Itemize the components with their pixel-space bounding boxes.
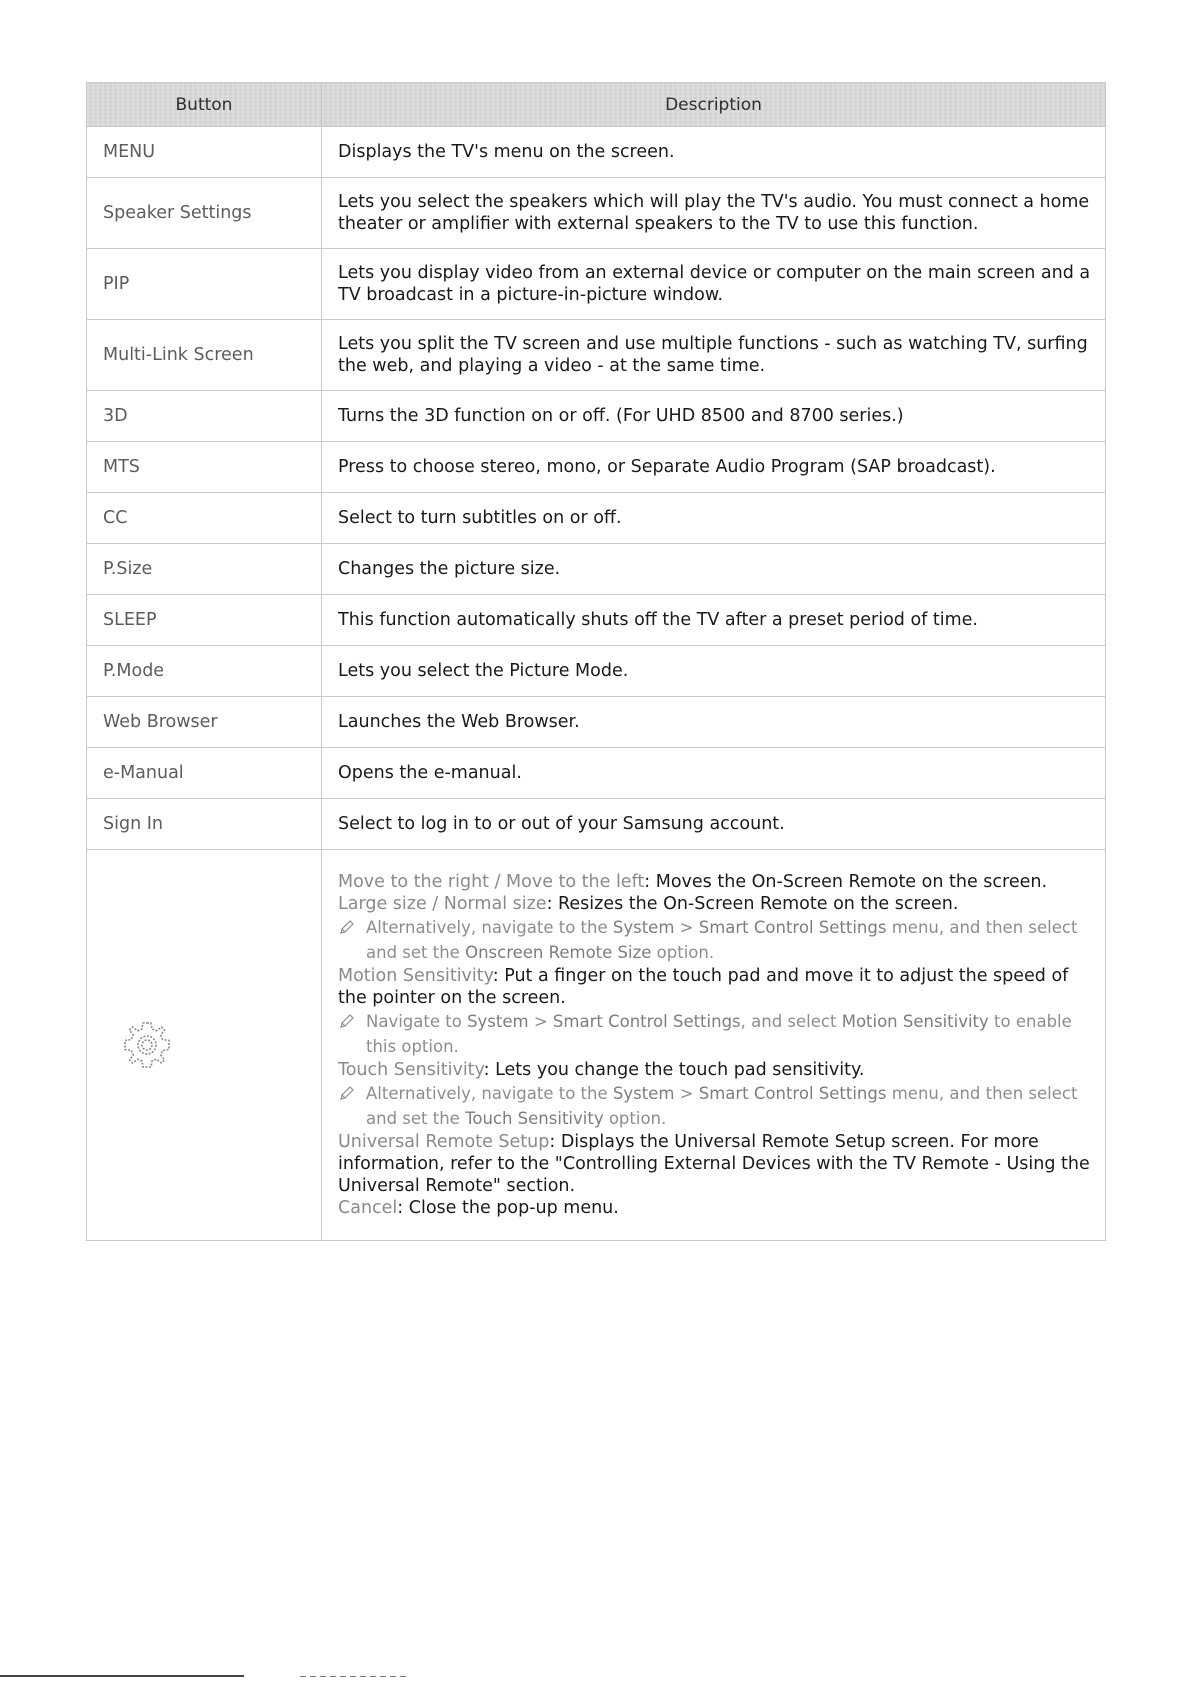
footer-dashes [300,1676,410,1677]
button-name: e-Manual [87,748,322,799]
note-text: Alternatively, navigate to the [366,1084,613,1103]
button-description: Turns the 3D function on or off. (For UHD 8500 and 8700 series.) [322,391,1106,442]
pencil-note-icon [338,1084,356,1102]
button-name: Multi-Link Screen [87,320,322,391]
button-description: Lets you display video from an external device or computer on the main screen and a TV broadcast in a picture-in-picture window. [322,249,1106,320]
note-menu-system: System [612,1084,675,1103]
button-description: Opens the e-manual. [322,748,1106,799]
note-text: option. [603,1109,667,1128]
note-separator: > [528,1012,553,1031]
note-option-name: Onscreen Remote Size [465,943,652,962]
size-item [338,893,1093,915]
header-description: Description [322,83,1106,127]
button-description: Lets you select the speakers which will play the TV's audio. You must connect a home theater or amplifier with external speakers to the TV to use this function. [322,178,1106,249]
note-text: Alternatively, navigate to the [366,918,613,937]
table-row [87,178,1106,249]
note-size [338,915,1093,965]
note-text: , and select [740,1012,842,1031]
button-description: Select to turn subtitles on or off. [322,493,1106,544]
button-name: Sign In [87,799,322,850]
universal-keyword: Universal Remote Setup [338,1132,550,1152]
move-text: : Moves the On-Screen Remote on the screen. [644,872,1048,892]
button-description: Select to log in to or out of your Samsung account. [322,799,1106,850]
note-motion [338,1009,1093,1059]
table-row [87,249,1106,320]
table-row [87,748,1106,799]
note-text: option. [651,943,715,962]
motion-text: : Put a finger on the touch pad and move it to adjust the speed of the pointer on the screen. [338,966,1069,1008]
note-option-name: Touch Sensitivity [465,1109,604,1128]
move-keyword: Move to the right / Move to the left [338,872,645,892]
table-row [87,646,1106,697]
gear-icon [119,1017,175,1073]
button-name: SLEEP [87,595,322,646]
button-description: This function automatically shuts off the TV after a preset period of time. [322,595,1106,646]
note-menu-smart-control: Smart Control Settings [552,1012,741,1031]
table-row [87,595,1106,646]
header-button: Button [87,83,322,127]
table-header-row [87,83,1106,127]
button-name: Speaker Settings [87,178,322,249]
button-name: P.Size [87,544,322,595]
note-menu-system: System [467,1012,529,1031]
universal-item [338,1131,1093,1197]
footer-rule [0,1675,244,1677]
touch-item [338,1059,1093,1081]
motion-keyword: Motion Sensitivity [338,966,493,986]
note-separator: > [674,1084,699,1103]
note-text: Navigate to [366,1012,468,1031]
table-row [87,544,1106,595]
button-description: Changes the picture size. [322,544,1106,595]
note-menu-system: System [612,918,675,937]
table-row [87,799,1106,850]
note-text: menu, and then select and set the [366,918,1078,962]
note-text: to enable this option. [366,1012,1072,1056]
table-row [87,493,1106,544]
button-name: PIP [87,249,322,320]
button-name: CC [87,493,322,544]
note-text: menu, and then select and set the [366,1084,1078,1128]
motion-item [338,965,1093,1009]
button-description: Press to choose stereo, mono, or Separate Audio Program (SAP broadcast). [322,442,1106,493]
button-description: Launches the Web Browser. [322,697,1106,748]
move-item [338,871,1093,893]
cancel-text: : Close the pop-up menu. [397,1198,619,1218]
note-menu-smart-control: Smart Control Settings [698,1084,887,1103]
button-name: MENU [87,127,322,178]
settings-row [87,850,1106,1241]
note-menu-smart-control: Smart Control Settings [698,918,887,937]
touch-text: : Lets you change the touch pad sensitivity. [483,1060,865,1080]
remote-buttons-table [86,82,1106,1241]
button-name: Web Browser [87,697,322,748]
note-touch [338,1081,1093,1131]
pencil-note-icon [338,1012,356,1030]
pencil-note-icon [338,918,356,936]
table-row [87,442,1106,493]
cancel-keyword: Cancel [338,1198,398,1218]
settings-button-cell [87,850,322,1241]
note-option-name: Motion Sensitivity [841,1012,989,1031]
table-row [87,697,1106,748]
size-keyword: Large size / Normal size [338,894,547,914]
table-row [87,127,1106,178]
button-description: Lets you select the Picture Mode. [322,646,1106,697]
table-row [87,320,1106,391]
size-text: : Resizes the On-Screen Remote on the screen. [546,894,959,914]
touch-keyword: Touch Sensitivity [338,1060,484,1080]
button-name: P.Mode [87,646,322,697]
note-separator: > [674,918,699,937]
settings-description [322,850,1106,1241]
button-description: Displays the TV's menu on the screen. [322,127,1106,178]
universal-text: : Displays the Universal Remote Setup screen. For more information, refer to the "Controlling External Devices with the TV Remote - Using the Universal Remote" section. [338,1132,1090,1196]
cancel-item [338,1197,1093,1219]
button-name: 3D [87,391,322,442]
table-row [87,391,1106,442]
button-description: Lets you split the TV screen and use multiple functions - such as watching TV, surfing the web, and playing a video - at the same time. [322,320,1106,391]
button-name: MTS [87,442,322,493]
